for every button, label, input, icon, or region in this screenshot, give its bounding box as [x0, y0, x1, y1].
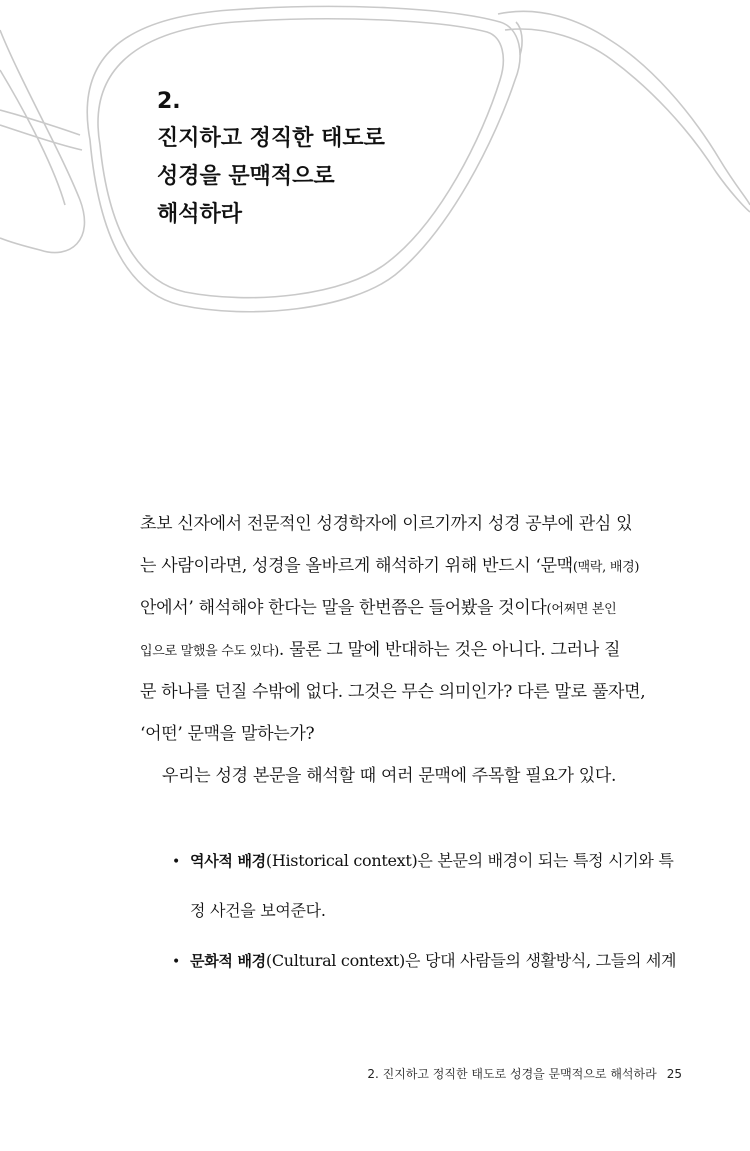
page-number: 25: [666, 1067, 682, 1081]
body-line-4: 입으로 말했을 수도 있다). 물론 그 말에 반대하는 것은 아니다. 그러나 질: [140, 640, 621, 660]
list-item-text: (Historical context)은 본문의 배경이 되는 특정 시기와 특: [265, 851, 674, 870]
list-item: [172, 936, 682, 986]
body-text: [140, 503, 680, 797]
chapter-heading: [157, 88, 385, 234]
context-list: [172, 836, 682, 986]
chapter-number: 2.: [157, 89, 181, 114]
chapter-title-line-2: 성경을 문맥적으로: [157, 164, 335, 189]
list-item-text: (Cultural context)은 당대 사람들의 생활방식, 그들의 세계: [265, 951, 677, 970]
chapter-title-line-3: 해석하라: [157, 202, 243, 227]
list-item-term: 문화적 배경: [190, 952, 266, 970]
body-line-1: 초보 신자에서 전문적인 성경학자에 이르기까지 성경 공부에 관심 있: [140, 514, 633, 534]
body-line-2: 는 사람이라면, 성경을 올바르게 해석하기 위해 반드시 ‘문맥(맥락, 배경): [140, 556, 640, 576]
running-title: 2. 진지하고 정직한 태도로 성경을 문맥적으로 해석하라: [367, 1067, 657, 1081]
body-line-5: 문 하나를 던질 수밖에 없다. 그것은 무슨 의미인가? 다른 말로 풀자면,: [140, 682, 646, 702]
bullet-icon: •: [172, 954, 180, 970]
list-item-term: 역사적 배경: [190, 852, 266, 870]
list-item-continuation: 정 사건을 보여준다.: [190, 901, 326, 920]
chapter-title-line-1: 진지하고 정직한 태도로: [157, 126, 385, 151]
body-line-7: 우리는 성경 본문을 해석할 때 여러 문맥에 주목할 필요가 있다.: [162, 766, 617, 786]
page-footer: [367, 1065, 682, 1082]
list-item: [172, 836, 682, 886]
body-line-3: 안에서’ 해석해야 한다는 말을 한번쯤은 들어봤을 것이다(어쩌면 본인: [140, 598, 617, 618]
body-line-6: ‘어떤’ 문맥을 말하는가?: [140, 724, 315, 744]
bullet-icon: •: [172, 854, 180, 870]
